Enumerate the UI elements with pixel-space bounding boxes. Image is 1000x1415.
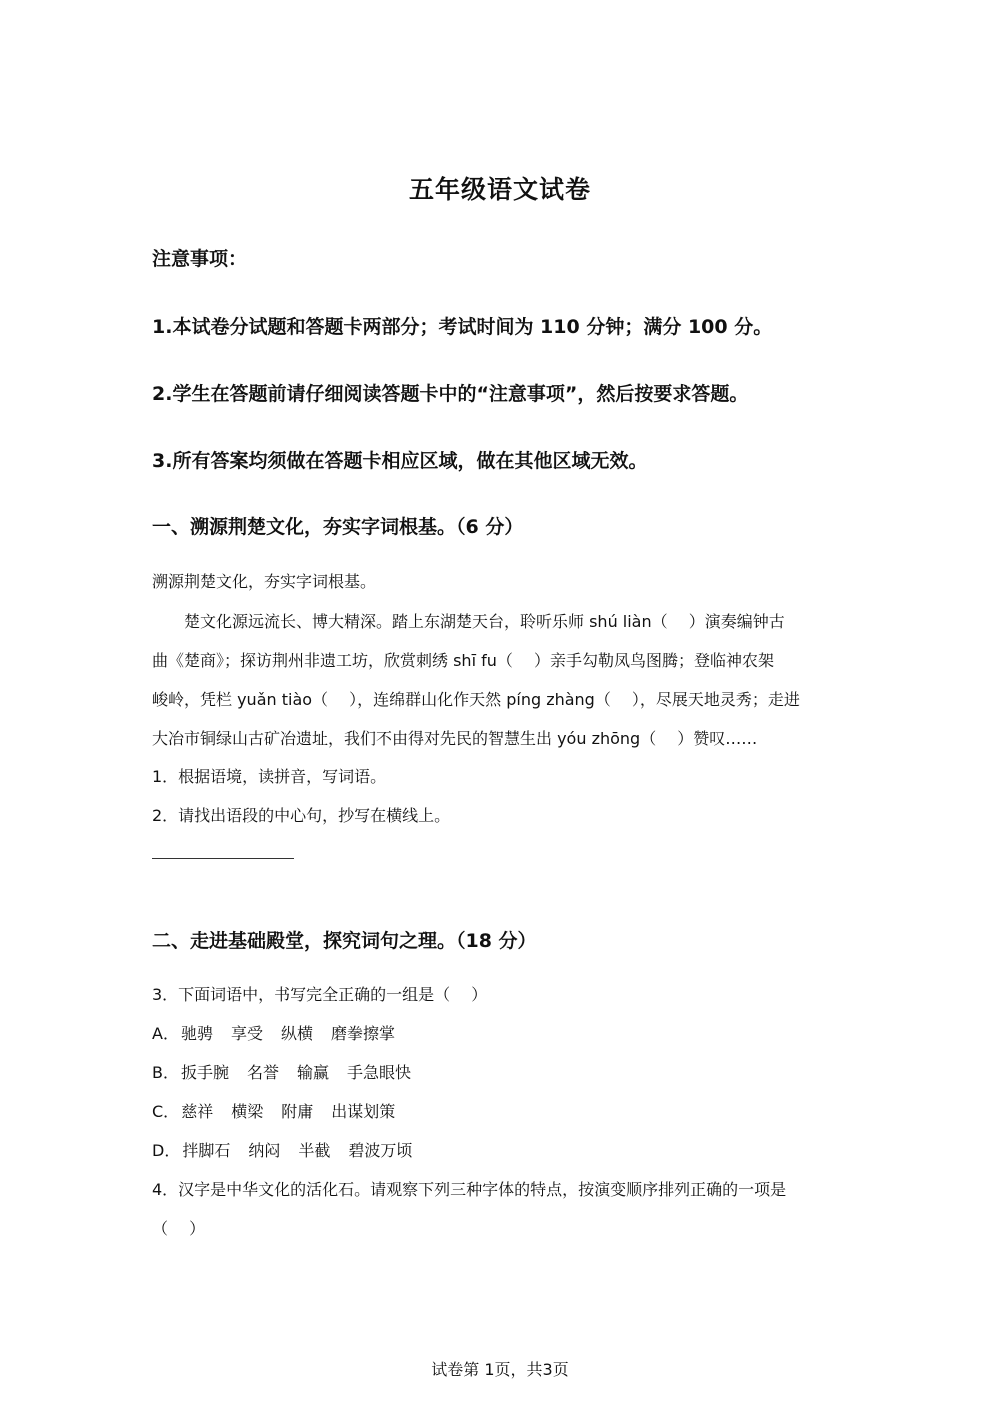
option-word: 纵横 xyxy=(280,1024,313,1043)
option-label: B． xyxy=(152,1063,179,1082)
section-1-heading: 一、溯源荆楚文化，夯实字词根基。（6 分） xyxy=(152,516,524,538)
note-item-2: 2.学生在答题前请仔细阅读答题卡中的“注意事项”，然后按要求答题。 xyxy=(152,383,749,405)
option-word: 横梁 xyxy=(231,1102,264,1121)
paragraph-line: 楚文化源远流长、博大精深。踏上东湖楚天台，聆听乐师 shú liàn（ ）演奏编钟古 xyxy=(152,612,785,631)
option-word: 享受 xyxy=(230,1024,263,1043)
option-d xyxy=(152,1138,430,1161)
option-b xyxy=(152,1060,429,1083)
note-item-1: 1.本试卷分试题和答题卡两部分；考试时间为 110 分钟；满分 100 分。 xyxy=(152,316,773,338)
question-1: 1．根据语境，读拼音，写词语。 xyxy=(152,767,387,786)
note-item-3: 3.所有答案均须做在答题卡相应区域，做在其他区域无效。 xyxy=(152,450,648,472)
paragraph-line: 曲《楚商》；探访荆州非遗工坊，欣赏刺绣 shī fu（ ）亲手勾勒凤鸟图腾；登临神农架 xyxy=(152,651,774,670)
option-word: 出谋划策 xyxy=(331,1102,396,1121)
option-word: 附庸 xyxy=(281,1102,314,1121)
option-word: 驰骋 xyxy=(180,1024,213,1043)
question-4-blank: （ ） xyxy=(152,1219,206,1238)
section-2-heading: 二、走进基础殿堂，探究词句之理。（18 分） xyxy=(152,930,537,952)
option-word: 手急眼快 xyxy=(347,1063,412,1082)
question-4: 4．汉字是中华文化的活化石。请观察下列三种字体的特点，按演变顺序排列正确的一项是 xyxy=(152,1180,787,1199)
notes-heading: 注意事项： xyxy=(152,248,248,270)
paragraph-line: 峻岭，凭栏 yuǎn tiào（ ），连绵群山化作天然 píng zhàng（ ），尽展天地灵秀；走进 xyxy=(152,690,800,709)
option-word: 慈祥 xyxy=(181,1102,214,1121)
option-word: 半截 xyxy=(298,1141,331,1160)
option-word: 碧波万顷 xyxy=(348,1141,413,1160)
answer-blank-line xyxy=(152,858,294,859)
option-label: C． xyxy=(152,1102,180,1121)
option-word: 磨拳擦掌 xyxy=(331,1024,396,1043)
option-word: 名誉 xyxy=(247,1063,280,1082)
paragraph-line: 大冶市铜绿山古矿冶遗址，我们不由得对先民的智慧生出 yóu zhōng（ ）赞叹…… xyxy=(152,729,758,748)
option-word: 纳闷 xyxy=(248,1141,281,1160)
option-word: 扳手腕 xyxy=(180,1063,229,1082)
page-footer: 试卷第 1页，共3页 xyxy=(431,1360,569,1379)
section-1-intro: 溯源荆楚文化，夯实字词根基。 xyxy=(152,572,377,591)
option-label: A． xyxy=(152,1024,179,1043)
option-word: 拌脚石 xyxy=(182,1141,231,1160)
option-label: D． xyxy=(152,1141,181,1160)
question-3: 3．下面词语中，书写完全正确的一组是（ ） xyxy=(152,985,488,1004)
question-2: 2．请找出语段的中心句，抄写在横线上。 xyxy=(152,806,451,825)
option-c xyxy=(152,1099,413,1122)
option-word: 输赢 xyxy=(297,1063,330,1082)
section-1-paragraph xyxy=(152,602,852,758)
page-title: 五年级语文试卷 xyxy=(408,175,591,204)
option-a xyxy=(152,1021,413,1044)
